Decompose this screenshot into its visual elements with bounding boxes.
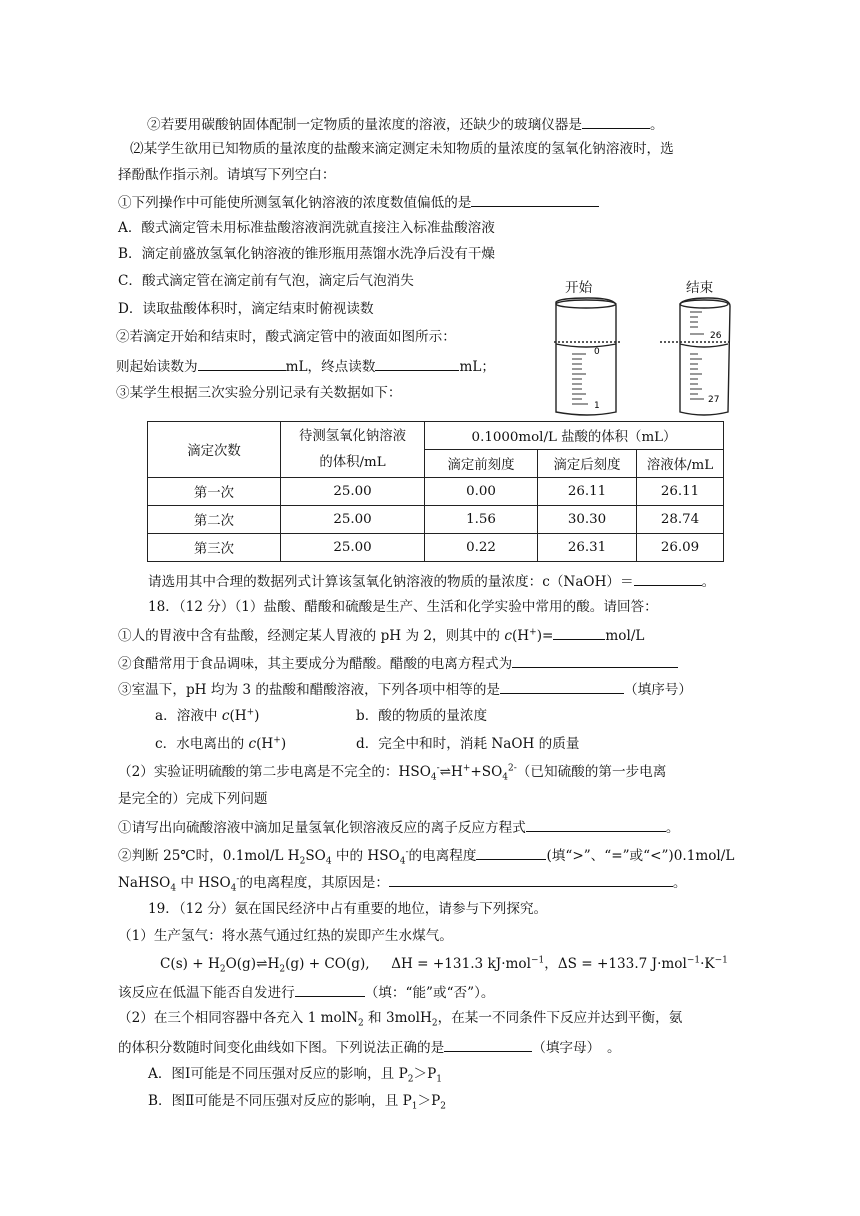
header-after: 滴定后刻度 [538,450,637,478]
text: A．图Ⅰ可能是不同压强对反应的影响，且 P [148,1066,408,1082]
equilibrium-arrow-icon: ⇌ [439,764,452,780]
text: ΔH = +131.3 kJ·mol [391,956,531,972]
q19-equation: $C(s) + H_2O(g)\rightleftharpoons H_2(g) + CO(g)$, ΔH = +131.3 kJ·mol$^{-1}$，ΔS = +133.7 $J\cdot mol^{-1}\cdot K^{-1}$ [160,955,728,975]
q17-line-glassware [147,113,664,135]
header-naoh-volume [281,422,425,478]
cell-after: 30.30 [538,506,637,534]
q18-part2-intro-cont: 是完全的）完成下列问题 [118,791,268,807]
header-trial: 滴定次数 [148,422,281,478]
q19-option-b: B．图Ⅱ可能是不同压强对反应的影响，且 $P_1>P_2$ [148,1093,447,1112]
answer-blank[interactable] [582,113,650,129]
q17-part2-intro: ⑵某学生欲用已知物质的量浓度的盐酸来滴定测定未知物质的量浓度的氢氧化钠溶液时，选 [130,141,674,157]
text: c．水电离出的 [155,736,249,752]
figure-label-start: 开始 [565,280,593,296]
text: 待测氢氧化钠溶液 [298,428,407,444]
q17-sub1-question [118,191,599,213]
text: ①人的胃液中含有盐酸，经测定某人胃液的 pH 为 2，则其中的 [118,628,505,644]
q17-sub2-readings [116,355,495,377]
q18-intro: 18．（12 分）（1）盐酸、醋酸和硫酸是生产、生活和化学实验中常用的酸。请回答： [148,599,658,615]
text: mL； [459,359,495,375]
answer-blank[interactable] [471,191,599,207]
option-a: A．酸式滴定管未用标准盐酸溶液润洗就直接注入标准盐酸溶液 [118,220,495,236]
cell-after: 26.11 [538,478,637,506]
answer-blank[interactable] [634,570,702,586]
burette-end-icon [660,298,732,415]
text: 。 [665,820,680,836]
header-before: 滴定前刻度 [425,450,538,478]
text: ②食醋常用于食品调味，其主要成分为醋酸。醋酸的电离方程式为 [118,656,513,672]
q19-sub2: （2）在三个相同容器中各充入 1 molN$_2$ 和 3molH$_2$，在某一不同条件下反应并达到平衡，氨 [118,1010,683,1029]
end-mark-26: 26 [710,331,722,341]
text: mL，终点读数 [285,359,376,375]
answer-blank-start[interactable] [198,355,286,371]
q17-sub3-question: ③某学生根据三次实验分别记录有关数据如下： [116,385,402,401]
text: ，在某一不同条件下反应并达到平衡，氨 [437,1010,683,1026]
text: 的体积/mL [319,454,386,470]
q18-part2-sub1 [118,816,679,838]
q19-sub2-cont [118,1036,621,1058]
text: ③室温下，pH 均为 3 的盐酸和醋酸溶液，下列各项中相等的是 [118,682,501,698]
text: B．图Ⅱ可能是不同压强对反应的影响，且 P [148,1093,412,1109]
q18-part2-sub2-cont: NaHSO$_4$ 中 $HSO_4^-$的电离程度，其原因是： 。 [118,871,687,893]
answer-blank[interactable] [295,981,365,997]
table-row [148,506,724,534]
table-row [148,478,724,506]
text: 的电离程度，其原因是： [239,875,389,891]
text: ，ΔS = +133.7 J·mol [544,956,687,972]
option-b: B．滴定前盛放氢氧化钠溶液的锥形瓶用蒸馏水洗净后没有干燥 [118,246,496,262]
text: NaHSO [118,875,171,891]
q18-option-c: c．水电离出的 c(H+) [155,735,287,752]
text: 。 [650,117,664,133]
q18-part2-sub2: ②判断 25℃时，0.1mol/L $H_2SO_4$ 中的 $HSO_4^-$的电离程度 (填“>”、“=”或“<”)0.1mol/L [118,844,734,866]
burette-start-icon [554,298,620,415]
cell-trial: 第一次 [148,478,281,506]
answer-blank[interactable] [389,871,673,887]
cell-before: 0.22 [425,534,538,562]
q18-option-a: a．溶液中 c(H+) [155,707,260,724]
q19-sub1-question [118,981,494,1003]
answer-blank-end[interactable] [375,355,459,371]
table-row [148,534,724,562]
cell-volume: 26.11 [637,478,724,506]
cell-volume: 26.09 [637,534,724,562]
text: ②若要用碳酸钠固体配制一定物质的量浓度的溶液，还缺少的玻璃仪器是 [147,117,582,133]
text: （已知硫酸的第一步电离 [516,764,667,780]
text: C(s) + H [160,956,220,972]
start-mark-0: 0 [594,347,600,357]
cell-before: 1.56 [425,506,538,534]
q18-sub2 [118,652,678,674]
q18-option-d: d．完全中和时，消耗 NaOH 的质量 [356,736,580,752]
text: （填：“能”或“否”）。 [364,985,495,1001]
equilibrium-arrow-icon: ⇌ [256,956,268,972]
text: （填字母） 。 [532,1040,621,1056]
cell-before: 0.00 [425,478,538,506]
titration-data-table [147,421,724,562]
header-volume: 溶液体/mL [637,450,724,478]
q18-option-b: b．酸的物质的量浓度 [356,708,488,724]
answer-blank[interactable] [500,678,624,694]
cell-naoh: 25.00 [281,478,425,506]
cell-volume: 28.74 [637,506,724,534]
text: （2）实验证明硫酸的第二步电离是不完全的：HSO [118,764,431,780]
option-d: D．读取盐酸体积时，滴定结束时俯视读数 [118,301,374,317]
cell-after: 26.31 [538,534,637,562]
burette-figure [532,296,732,418]
cell-trial: 第二次 [148,506,281,534]
answer-blank[interactable] [444,1036,532,1052]
text: 。 [672,875,687,891]
text: 则起始读数为 [116,359,198,375]
header-hcl-volume: 0.1000mol/L 盐酸的体积（mL） [425,422,724,450]
text: ①下列操作中可能使所测氢氧化钠溶液的浓度数值偏低的是 [118,195,472,211]
cell-naoh: 25.00 [281,534,425,562]
q19-intro: 19．（12 分）氨在国民经济中占有重要的地位，请参与下列探究。 [148,901,548,917]
text: 和 3molH [363,1010,432,1026]
figure-label-end: 结束 [686,280,714,296]
text: 的体积分数随时间变化曲线如下图。下列说法正确的是 [118,1040,445,1056]
end-mark-27: 27 [708,395,720,405]
text: mol/L [605,628,645,644]
text: a．溶液中 [155,708,222,724]
answer-blank[interactable] [512,652,678,668]
q18-sub1: ①人的胃液中含有盐酸，经测定某人胃液的 pH 为 2，则其中的 c(H+)= mol/L [118,624,644,646]
q17-part2-intro-cont: 择酚酞作指示剂。请填写下列空白： [118,167,336,183]
option-c: C．酸式滴定管在滴定前有气泡，滴定后气泡消失 [118,273,414,289]
text: (填“>”、“=”或“<”)0.1mol/L [546,848,735,864]
text: ①请写出向硫酸溶液中滴加足量氢氧化钡溶液反应的离子反应方程式 [118,820,526,836]
start-mark-1: 1 [594,401,600,411]
q19-sub1: （1）生产氢气：将水蒸气通过红热的炭即产生水煤气。 [118,928,453,944]
answer-blank[interactable] [476,844,546,860]
text: 。 [701,574,716,590]
cell-naoh: 25.00 [281,506,425,534]
q19-option-a: A．图Ⅰ可能是不同压强对反应的影响，且 $P_2>P_1$ [148,1066,442,1085]
q18-sub3 [118,678,692,700]
answer-blank[interactable] [553,624,605,640]
answer-blank[interactable] [526,816,666,832]
text: 请选用其中合理的数据列式计算该氢氧化钠溶液的物质的量浓度：c（NaOH）＝ [148,574,634,590]
text: （2）在三个相同容器中各充入 1 molN [118,1010,358,1026]
text: （填序号） [624,682,692,698]
q18-part2-intro: （2）实验证明硫酸的第二步电离是不完全的：$HSO_4^-\rightleftharpoons H^++SO_4^{2-}$（已知硫酸的第一步电离 [118,763,667,783]
q17-calc-question [148,570,715,592]
text: ②判断 25℃时，0.1mol/L H [118,848,300,864]
cell-trial: 第三次 [148,534,281,562]
text: 该反应在低温下能否自发进行 [118,985,295,1001]
q17-sub2-question: ②若滴定开始和结束时，酸式滴定管中的液面如图所示： [116,329,456,345]
